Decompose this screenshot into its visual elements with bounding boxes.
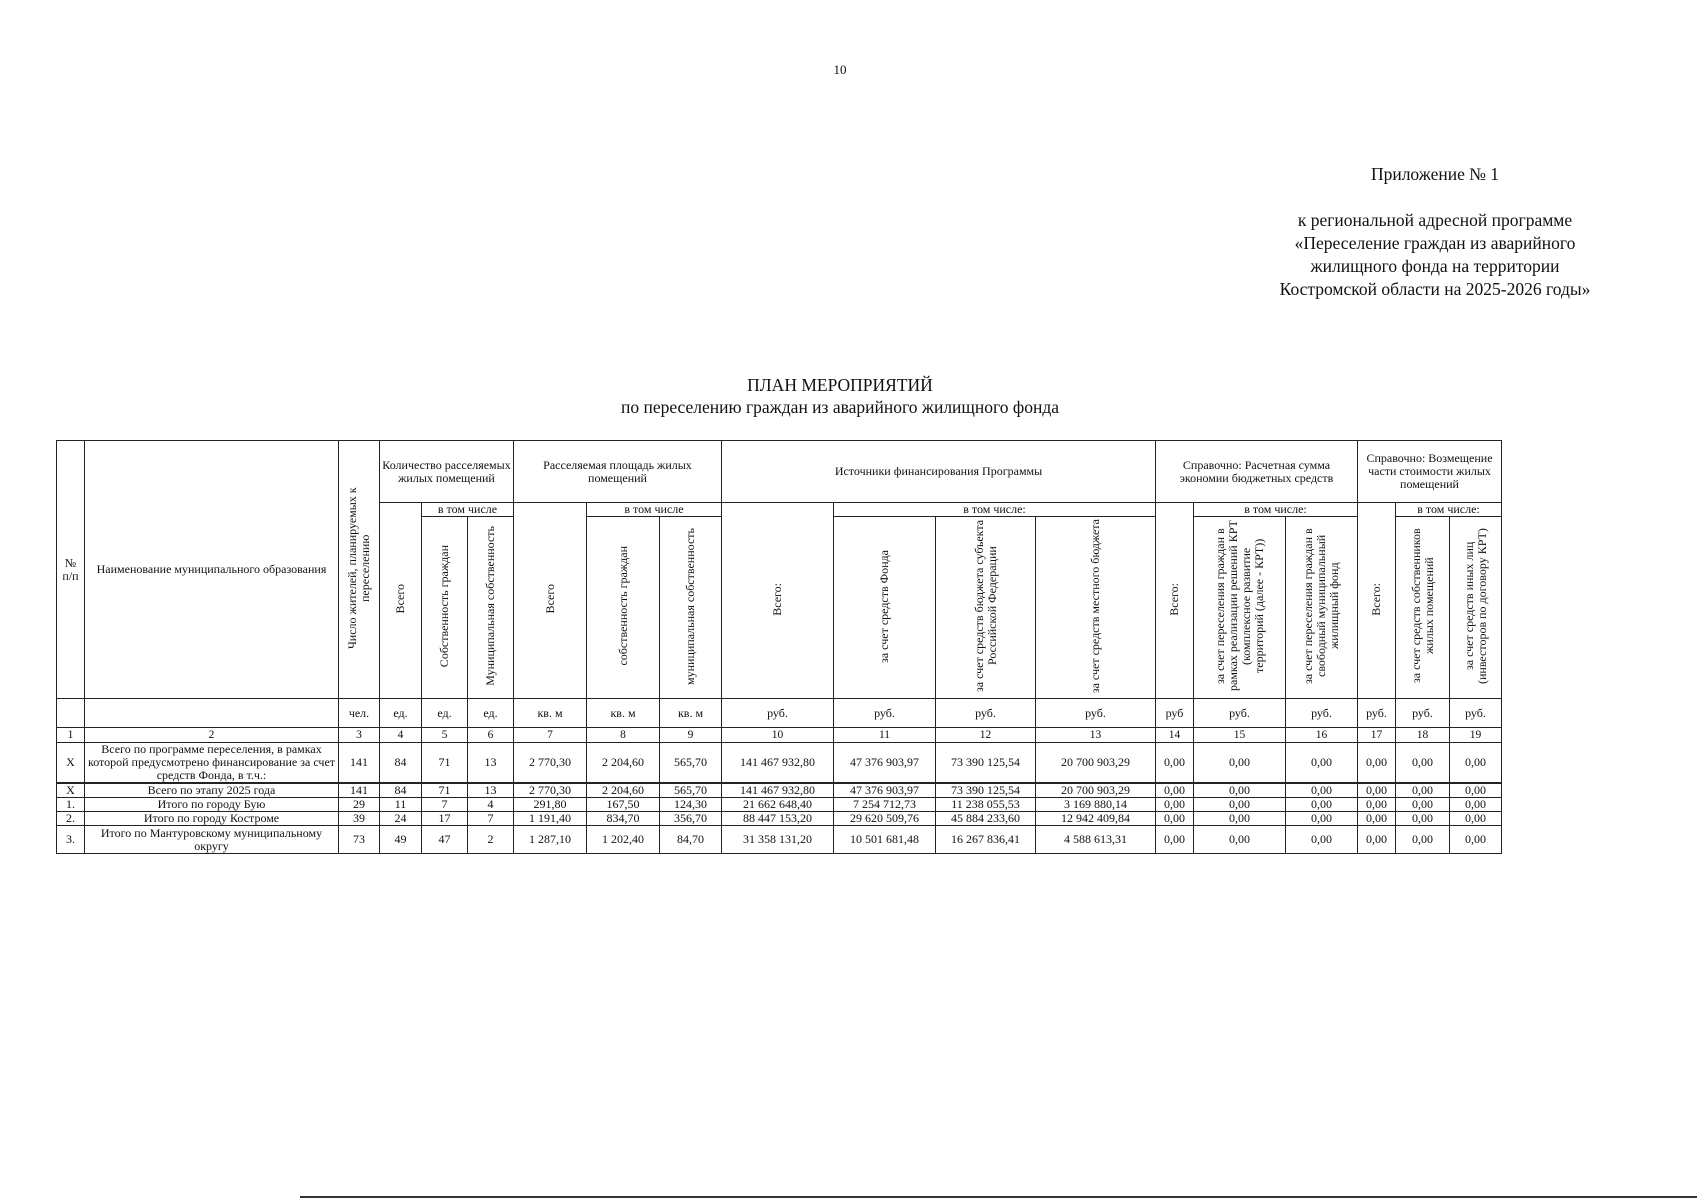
header-residents: Число жителей, планируемых к переселению xyxy=(345,487,372,649)
row-value-cell: 2 204,60 xyxy=(587,783,660,798)
appendix-line: к региональной адресной программе xyxy=(1297,210,1573,230)
row-value-cell: 0,00 xyxy=(1358,812,1396,826)
row-value-cell: 0,00 xyxy=(1286,743,1358,784)
appendix-line: жилищного фонда на территории xyxy=(1310,256,1560,276)
row-value-cell: 0,00 xyxy=(1194,743,1286,784)
column-index-cell: 16 xyxy=(1286,728,1358,743)
column-index-cell: 19 xyxy=(1450,728,1502,743)
row-value-cell: 0,00 xyxy=(1358,826,1396,854)
row-number: 2. xyxy=(57,812,85,826)
table-row xyxy=(57,812,1502,826)
row-value-cell: 7 254 712,73 xyxy=(834,798,936,812)
row-value-cell: 0,00 xyxy=(1358,743,1396,784)
document-title xyxy=(560,374,1120,418)
row-value-cell: 29 620 509,76 xyxy=(834,812,936,826)
row-value-cell: 47 xyxy=(422,826,468,854)
header-area-own-citizens: собственность граждан xyxy=(615,546,630,666)
header-fin-incl: в том числе: xyxy=(834,503,1156,517)
row-value-cell: 84,70 xyxy=(660,826,722,854)
row-number: X xyxy=(57,783,85,798)
row-value-cell: 834,70 xyxy=(587,812,660,826)
row-value-cell: 0,00 xyxy=(1396,826,1450,854)
row-value-cell: 1 287,10 xyxy=(514,826,587,854)
row-value-cell: 565,70 xyxy=(660,783,722,798)
table-row xyxy=(57,826,1502,854)
header-compensation-group: Справочно: Возмещение части стоимости жилых помещений xyxy=(1358,441,1502,503)
appendix-title: Приложение № 1 xyxy=(1370,164,1500,184)
appendix-line: «Переселение граждан из аварийного xyxy=(1294,233,1576,253)
column-index-cell: 18 xyxy=(1396,728,1450,743)
row-value-cell: 10 501 681,48 xyxy=(834,826,936,854)
row-value-cell: 1 202,40 xyxy=(587,826,660,854)
row-value-cell: 0,00 xyxy=(1194,826,1286,854)
header-area-municipal: муниципальная собственность xyxy=(683,527,697,685)
table-row xyxy=(57,798,1502,812)
unit-cell: руб. xyxy=(1194,699,1286,728)
row-value-cell: 71 xyxy=(422,743,468,784)
unit-cell: руб. xyxy=(1396,699,1450,728)
column-index-cell: 17 xyxy=(1358,728,1396,743)
page-bottom-rule xyxy=(300,1196,1697,1198)
row-value-cell: 1 191,40 xyxy=(514,812,587,826)
row-value-cell: 0,00 xyxy=(1286,798,1358,812)
unit-cell: ед. xyxy=(468,699,514,728)
row-value-cell: 16 267 836,41 xyxy=(936,826,1036,854)
column-index-cell: 14 xyxy=(1156,728,1194,743)
table-row xyxy=(57,783,1502,798)
row-value-cell: 84 xyxy=(380,783,422,798)
row-value-cell: 124,30 xyxy=(660,798,722,812)
column-index-cell: 15 xyxy=(1194,728,1286,743)
row-value-cell: 141 xyxy=(339,783,380,798)
unit-cell: руб. xyxy=(722,699,834,728)
header-comp-incl: в том числе: xyxy=(1396,503,1502,517)
row-value-cell: 20 700 903,29 xyxy=(1036,783,1156,798)
row-value-cell: 84 xyxy=(380,743,422,784)
unit-cell: ед. xyxy=(422,699,468,728)
column-index-row xyxy=(57,728,1502,743)
header-rooms-group: Количество расселяемых жилых помещений xyxy=(380,441,514,503)
row-value-cell: 2 xyxy=(468,826,514,854)
header-krt: за счет переселения граждан в рамках реализации решений КРТ (комплексное развитие территорий (далее - КРТ)) xyxy=(1212,520,1266,692)
row-value-cell: 0,00 xyxy=(1450,826,1502,854)
row-value-cell: 4 xyxy=(468,798,514,812)
row-value-cell: 141 467 932,80 xyxy=(722,783,834,798)
row-value-cell: 12 942 409,84 xyxy=(1036,812,1156,826)
row-value-cell: 0,00 xyxy=(1450,812,1502,826)
unit-cell: чел. xyxy=(339,699,380,728)
row-value-cell: 141 467 932,80 xyxy=(722,743,834,784)
row-value-cell: 11 xyxy=(380,798,422,812)
row-value-cell: 7 xyxy=(468,812,514,826)
row-value-cell: 11 238 055,53 xyxy=(936,798,1036,812)
row-municipality-name: Итого по городу Бую xyxy=(85,798,339,812)
row-value-cell: 2 204,60 xyxy=(587,743,660,784)
unit-cell: руб. xyxy=(834,699,936,728)
row-value-cell: 20 700 903,29 xyxy=(1036,743,1156,784)
column-index-cell: 9 xyxy=(660,728,722,743)
row-value-cell: 0,00 xyxy=(1156,826,1194,854)
header-rooms-total: Всего xyxy=(393,584,407,614)
row-value-cell: 0,00 xyxy=(1156,812,1194,826)
row-value-cell: 21 662 648,40 xyxy=(722,798,834,812)
header-fin-total: Всего: xyxy=(770,582,784,616)
row-municipality-name: Всего по этапу 2025 года xyxy=(85,783,339,798)
header-comp-total: Всего: xyxy=(1369,582,1383,616)
row-value-cell: 0,00 xyxy=(1286,783,1358,798)
row-value-cell: 167,50 xyxy=(587,798,660,812)
row-value-cell: 0,00 xyxy=(1156,798,1194,812)
unit-cell: руб. xyxy=(1286,699,1358,728)
column-index-cell: 2 xyxy=(85,728,339,743)
row-value-cell: 0,00 xyxy=(1358,783,1396,798)
row-value-cell: 29 xyxy=(339,798,380,812)
row-value-cell: 0,00 xyxy=(1286,826,1358,854)
row-value-cell: 24 xyxy=(380,812,422,826)
row-value-cell: 49 xyxy=(380,826,422,854)
row-value-cell: 141 xyxy=(339,743,380,784)
column-index-cell: 6 xyxy=(468,728,514,743)
column-index-cell: 7 xyxy=(514,728,587,743)
appendix-line: Костромской области на 2025-2026 годы» xyxy=(1279,279,1591,299)
row-value-cell: 0,00 xyxy=(1156,743,1194,784)
row-value-cell: 291,80 xyxy=(514,798,587,812)
row-value-cell: 2 770,30 xyxy=(514,783,587,798)
row-value-cell: 0,00 xyxy=(1396,798,1450,812)
row-value-cell: 0,00 xyxy=(1396,743,1450,784)
row-value-cell: 0,00 xyxy=(1396,812,1450,826)
unit-cell: кв. м xyxy=(514,699,587,728)
header-rooms-municipal: Муниципальная собственность xyxy=(483,526,497,686)
row-value-cell: 3 169 880,14 xyxy=(1036,798,1156,812)
column-index-cell: 11 xyxy=(834,728,936,743)
header-subject-budget: за счет средств бюджета субъекта Российской Федерации xyxy=(971,519,999,693)
row-value-cell: 45 884 233,60 xyxy=(936,812,1036,826)
row-value-cell: 47 376 903,97 xyxy=(834,743,936,784)
row-value-cell: 88 447 153,20 xyxy=(722,812,834,826)
units-row xyxy=(57,699,1502,728)
row-number: X xyxy=(57,743,85,784)
row-value-cell: 73 390 125,54 xyxy=(936,743,1036,784)
header-area-incl: в том числе xyxy=(587,503,722,517)
unit-cell: руб xyxy=(1156,699,1194,728)
header-municipality-name: Наименование муниципального образования xyxy=(85,441,339,699)
row-value-cell: 13 xyxy=(468,743,514,784)
header-owners: за счет средств собственников жилых помещений xyxy=(1408,528,1436,684)
header-rooms-incl: в том числе xyxy=(422,503,514,517)
row-value-cell: 0,00 xyxy=(1286,812,1358,826)
header-free-fund: за счет переселения граждан в свободный муниципальный жилищный фонд xyxy=(1301,528,1341,684)
row-value-cell: 0,00 xyxy=(1194,798,1286,812)
row-municipality-name: Итого по городу Костроме xyxy=(85,812,339,826)
row-value-cell: 0,00 xyxy=(1194,783,1286,798)
header-rooms-own-citizens: Собственность граждан xyxy=(437,544,451,668)
unit-cell: руб. xyxy=(936,699,1036,728)
header-financing-group: Источники финансирования Программы xyxy=(722,441,1156,503)
row-value-cell: 356,70 xyxy=(660,812,722,826)
column-index-cell: 4 xyxy=(380,728,422,743)
document-title-subtitle: по переселению граждан из аварийного жилищного фонда xyxy=(620,397,1060,417)
header-others: за счет средств иных лиц (инвесторов по договору КРТ) xyxy=(1461,528,1489,684)
column-index-cell: 12 xyxy=(936,728,1036,743)
row-value-cell: 4 588 613,31 xyxy=(1036,826,1156,854)
column-index-cell: 5 xyxy=(422,728,468,743)
row-value-cell: 47 376 903,97 xyxy=(834,783,936,798)
row-value-cell: 73 xyxy=(339,826,380,854)
column-index-cell: 10 xyxy=(722,728,834,743)
row-number: 3. xyxy=(57,826,85,854)
unit-cell: ед. xyxy=(380,699,422,728)
header-economy-group: Справочно: Расчетная сумма экономии бюджетных средств xyxy=(1156,441,1358,503)
resettlement-plan-table xyxy=(56,440,1502,854)
row-number: 1. xyxy=(57,798,85,812)
row-value-cell: 31 358 131,20 xyxy=(722,826,834,854)
header-area-total: Всего xyxy=(542,584,557,614)
column-index-cell: 8 xyxy=(587,728,660,743)
unit-cell: руб. xyxy=(1358,699,1396,728)
row-value-cell: 13 xyxy=(468,783,514,798)
row-municipality-name: Всего по программе переселения, в рамках которой предусмотрено финансирование за счет средств Фонда, в т.ч.: xyxy=(85,743,339,784)
row-value-cell: 0,00 xyxy=(1450,798,1502,812)
header-econ-total: Всего: xyxy=(1167,582,1181,616)
header-fund: за счет средств Фонда xyxy=(877,549,891,663)
header-num: № п/п xyxy=(57,441,85,699)
unit-cell: кв. м xyxy=(660,699,722,728)
row-value-cell: 39 xyxy=(339,812,380,826)
row-value-cell: 73 390 125,54 xyxy=(936,783,1036,798)
column-index-cell: 13 xyxy=(1036,728,1156,743)
row-value-cell: 2 770,30 xyxy=(514,743,587,784)
row-value-cell: 17 xyxy=(422,812,468,826)
row-value-cell: 71 xyxy=(422,783,468,798)
appendix-note xyxy=(1180,163,1690,301)
header-area-group: Расселяемая площадь жилых помещений xyxy=(514,441,722,503)
unit-cell: кв. м xyxy=(587,699,660,728)
row-value-cell: 0,00 xyxy=(1156,783,1194,798)
row-value-cell: 0,00 xyxy=(1450,783,1502,798)
column-index-cell: 3 xyxy=(339,728,380,743)
document-title-main: ПЛАН МЕРОПРИЯТИЙ xyxy=(747,375,933,395)
row-value-cell: 565,70 xyxy=(660,743,722,784)
page-number: 10 xyxy=(833,62,847,77)
row-value-cell: 0,00 xyxy=(1358,798,1396,812)
row-municipality-name: Итого по Мантуровскому муниципальному округу xyxy=(85,826,339,854)
row-value-cell: 0,00 xyxy=(1450,743,1502,784)
unit-cell: руб. xyxy=(1450,699,1502,728)
row-value-cell: 7 xyxy=(422,798,468,812)
row-value-cell: 0,00 xyxy=(1396,783,1450,798)
column-index-cell: 1 xyxy=(57,728,85,743)
row-value-cell: 0,00 xyxy=(1194,812,1286,826)
header-econ-incl: в том числе: xyxy=(1194,503,1358,517)
unit-cell: руб. xyxy=(1036,699,1156,728)
header-local-budget: за счет средств местного бюджета xyxy=(1088,518,1102,694)
table-row xyxy=(57,743,1502,784)
